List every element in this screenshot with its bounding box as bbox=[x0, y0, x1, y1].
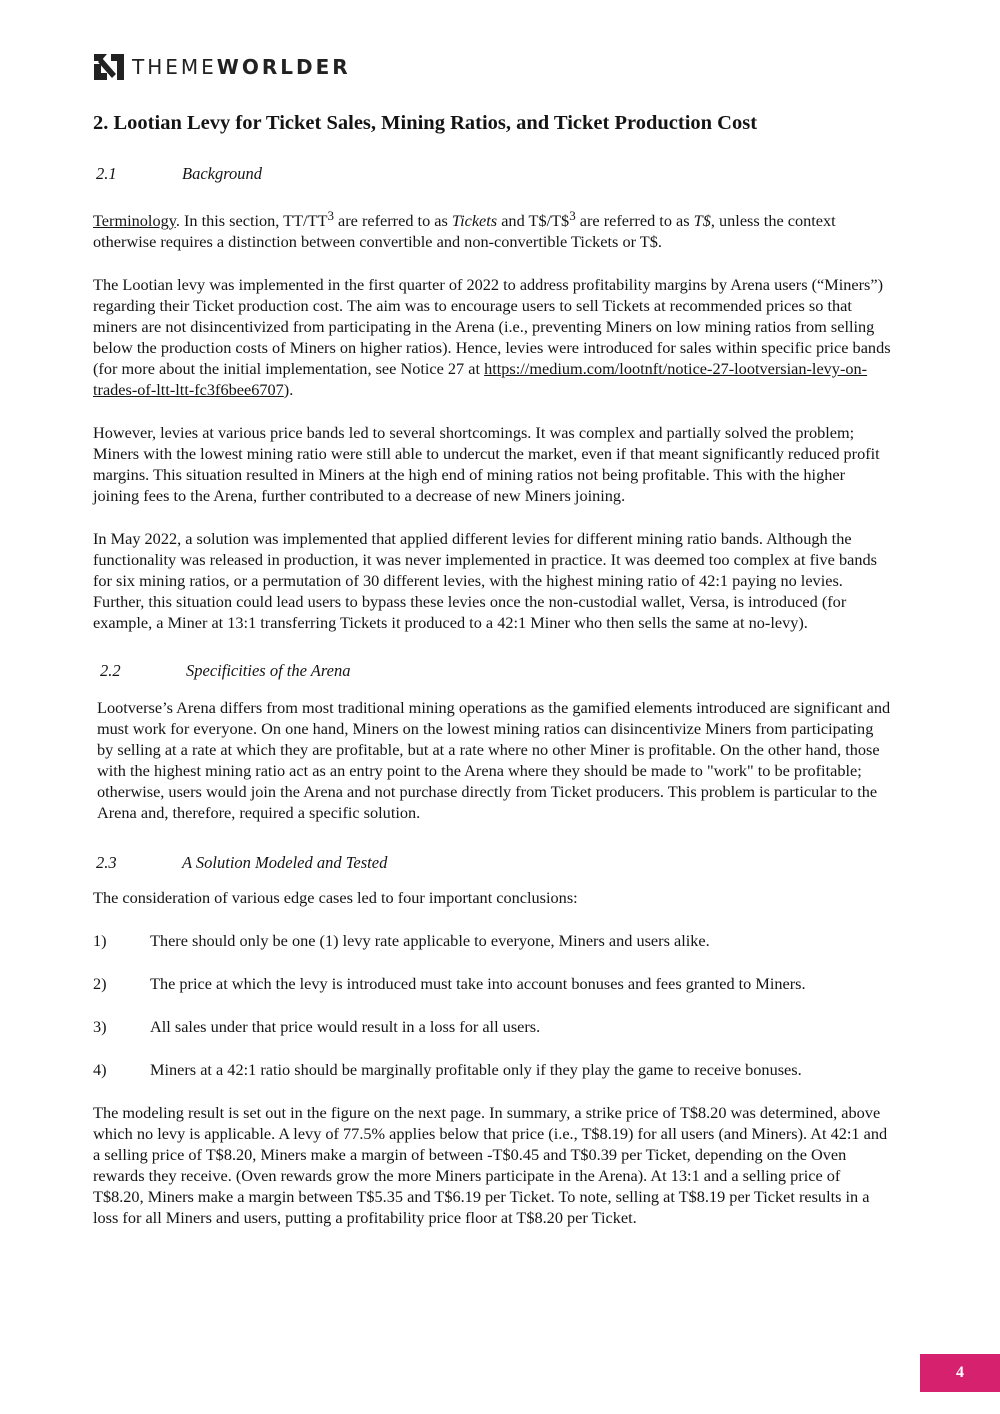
term-tdollar: T$ bbox=[693, 211, 711, 230]
shortcomings-paragraph: However, levies at various price bands led to several shortcomings. It was complex and partially solved the problem; Miners with the lowest mining ratio were still able to undercut the market, even if that meant significantly reduced profit margins. This situation resulted in Miners at the high end of mining ratios not being profitable. This with the higher joining fees to the Arena, further contributed to a decrease of new Miners joining. bbox=[93, 423, 880, 505]
list-text: Miners at a 42:1 ratio should be marginally profitable only if they play the game to receive bonuses. bbox=[150, 1060, 802, 1079]
subsection-heading-2-3 bbox=[93, 852, 893, 874]
subsection-title: A Solution Modeled and Tested bbox=[182, 853, 388, 872]
text-run: , unless the context otherwise requires a distinction between convertible and non-convertible Tickets or T$. bbox=[93, 211, 836, 251]
subsection-title: Background bbox=[182, 164, 263, 183]
list-number: 1) bbox=[93, 931, 107, 950]
section-title: 2. Lootian Levy for Ticket Sales, Mining Ratios, and Ticket Production Cost bbox=[93, 112, 758, 134]
notice-27-link[interactable]: https://medium.com/lootnft/notice-27-lootversian-levy-on-trades-of-ltt-ltt-fc3f6bee6707 bbox=[93, 359, 868, 399]
list-text: The price at which the levy is introduced must take into account bonuses and fees granted to Miners. bbox=[150, 974, 806, 993]
subsection-number: 2.1 bbox=[96, 164, 117, 183]
modeling-summary-paragraph: The modeling result is set out in the figure on the next page. In summary, a strike price of T$8.20 was determined, above which no levy is applicable. A levy of 77.5% applies below that price (i.e., T$8.19) for all users (and Miners). At 42:1 and a selling price of T$8.20, Miners make a margin of between -T$0.45 and T$0.39 per Ticket, depending on the Oven rewards they receive. (Oven rewards grow the more Miners participate in the Arena). At 13:1 and a selling price of T$8.20, Miners make a margin between T$5.35 and T$6.19 per Ticket. To note, selling at T$8.19 per Ticket results in a loss for all Miners and users, putting a profitability price floor at T$8.20 per Ticket. bbox=[93, 1103, 888, 1227]
page-number-badge: 4 bbox=[920, 1354, 1000, 1392]
list-number: 3) bbox=[93, 1017, 107, 1036]
list-text: There should only be one (1) levy rate applicable to everyone, Miners and users alike. bbox=[150, 931, 710, 950]
list-item bbox=[93, 973, 893, 994]
list-number: 2) bbox=[93, 974, 107, 993]
subsection-title: Specificities of the Arena bbox=[186, 661, 351, 680]
may-2022-paragraph: In May 2022, a solution was implemented that applied different levies for different mining ratio bands. Although the functionality was released in production, it was never implemented in practice. It was deemed too complex at five bands for six mining ratios, or a permutation of 30 different levies, with the highest mining ratio of 42:1 paying no levies. Further, this situation could lead users to bypass these levies once the non-custodial wallet, Versa, is introduced (for example, a Miner at 13:1 transferring Tickets it produced to a 42:1 Miner who then sells the same at no-levy). bbox=[93, 529, 877, 632]
text-run: ). bbox=[283, 380, 294, 399]
subsection-heading-2-1 bbox=[93, 163, 893, 185]
superscript: 3 bbox=[569, 208, 576, 223]
superscript: 3 bbox=[327, 208, 334, 223]
list-text: All sales under that price would result in a loss for all users. bbox=[150, 1017, 541, 1036]
list-item bbox=[93, 1059, 893, 1080]
brand-wordmark-bold: WORLDER bbox=[216, 55, 351, 79]
list-item bbox=[93, 930, 893, 951]
document-body bbox=[93, 110, 893, 1228]
terminology-label: Terminology bbox=[93, 211, 176, 230]
themeworlder-logo-icon bbox=[94, 52, 124, 82]
subsection-number: 2.3 bbox=[96, 853, 117, 872]
list-number: 4) bbox=[93, 1060, 107, 1079]
term-tickets: Tickets bbox=[451, 211, 498, 230]
brand-logo bbox=[94, 52, 351, 82]
subsection-heading-2-2 bbox=[93, 660, 893, 682]
text-run: . In this section, TT/TT bbox=[175, 211, 328, 230]
text-run: are referred to as bbox=[575, 211, 694, 230]
text-run: The Lootian levy was implemented in the first quarter of 2022 to address profitability margins by Arena users (“Miners”) regarding their Ticket production cost. The aim was to encourage users to sell Tickets at recommended prices so that miners are not disincentivized from participating in the Arena (i.e., preventing Miners on low mining ratios from selling below the production costs of Miners on higher ratios). Hence, levies were introduced for sales within specific price bands (for more about the initial implementation, see Notice 27 at bbox=[93, 275, 891, 378]
brand-wordmark bbox=[132, 57, 351, 77]
conclusions-intro: The consideration of various edge cases led to four important conclusions: bbox=[93, 888, 578, 907]
terminology-paragraph bbox=[93, 210, 893, 252]
text-run: and T$/T$ bbox=[497, 211, 570, 230]
brand-wordmark-light: THEME bbox=[132, 55, 217, 79]
text-run: are referred to as bbox=[333, 211, 452, 230]
arena-paragraph: Lootverse’s Arena differs from most traditional mining operations as the gamified elements introduced are significant and must work for everyone. On one hand, Miners on the lowest mining ratios can disincentivize Miners from participating by selling at a rate at which they are profitable, but at a rate where no other Miner is profitable. On the other hand, those with the highest mining ratio act as an entry point to the Arena where they should be made to "work" to be profitable; otherwise, users would join the Arena and not purchase directly from Ticket producers. This problem is particular to the Arena and, therefore, required a specific solution. bbox=[97, 698, 891, 822]
subsection-number: 2.2 bbox=[100, 661, 121, 680]
list-item bbox=[93, 1016, 893, 1037]
levy-history-paragraph bbox=[93, 274, 893, 400]
